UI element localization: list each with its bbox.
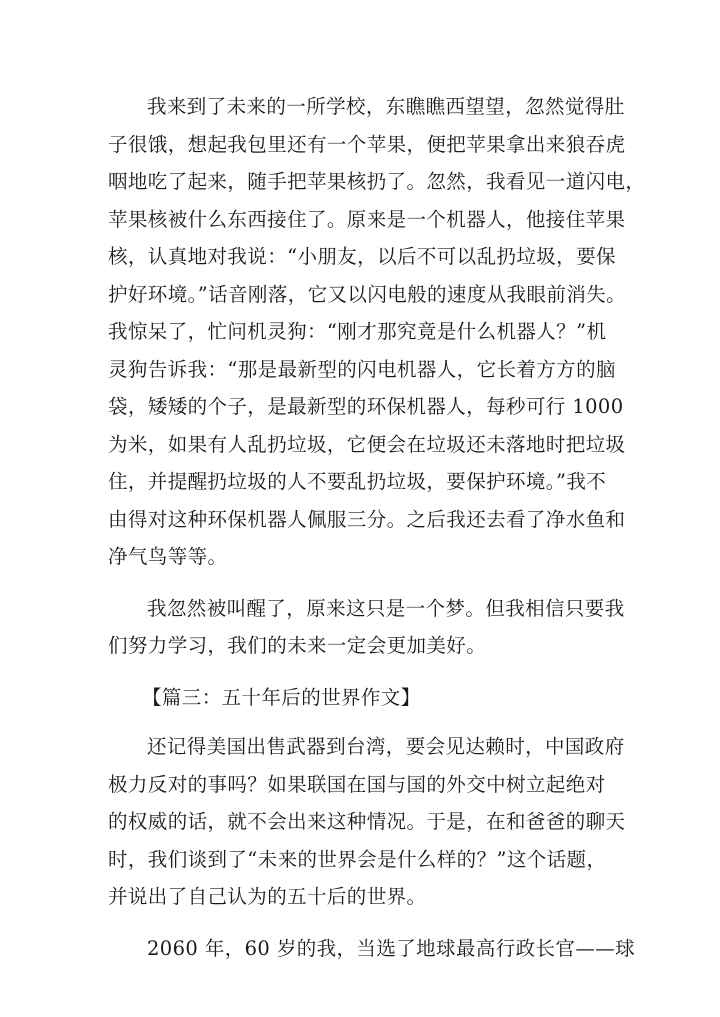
text-line: 咽地吃了起来，随手把苹果核扔了。忽然，我看见一道闪电， <box>108 170 646 193</box>
text-line: 我忽然被叫醒了，原来这只是一个梦。但我相信只要我 <box>147 596 625 620</box>
text-line: 我惊呆了，忙问机灵狗：“刚才那究竟是什么机器人？”机 <box>108 320 607 343</box>
text-line: 核，认真地对我说：“小朋友，以后不可以乱扔垃圾，要保 <box>108 245 616 268</box>
text-line: 的权威的话，就不会出来这种情况。于是，在和爸爸的聊天 <box>108 810 626 833</box>
text-line: 住，并提醒扔垃圾的人不要乱扔垃圾，要保护环境。”我不 <box>108 470 607 493</box>
text-line: 苹果核被什么东西接住了。原来是一个机器人，他接住苹果 <box>108 207 626 231</box>
text-line: 并说出了自己认为的五十后的世界。 <box>108 885 427 908</box>
paragraph-1 <box>108 88 646 576</box>
paragraph-4 <box>108 930 636 968</box>
text-line: 袋，矮矮的个子，是最新型的环保机器人，每秒可行 1000 <box>108 395 624 418</box>
section-heading: 【篇三：五十年后的世界作文】 <box>142 685 421 709</box>
text-line: 2060 年，60 岁的我，当选了地球最高行政长官——球 <box>147 936 636 960</box>
text-line: 时，我们谈到了“未来的世界会是什么样的？”这个话题， <box>108 847 607 871</box>
text-line: 子很饿，想起我包里还有一个苹果，便把苹果拿出来狼吞虎 <box>108 132 626 156</box>
paragraph-2 <box>108 590 625 665</box>
text-line: 极力反对的事吗？如果联国在国与国的外交中树立起绝对 <box>108 772 606 796</box>
text-line: 我来到了未来的一所学校，东瞧瞧西望望，忽然觉得肚 <box>147 95 625 118</box>
text-line: 们努力学习，我们的未来一定会更加美好。 <box>108 634 487 657</box>
text-line: 还记得美国出售武器到台湾，要会见达赖时，中国政府 <box>147 735 625 758</box>
text-line: 净气鸟等等。 <box>108 545 228 568</box>
text-line: 护好环境。”话音刚落，它又以闪电般的速度从我眼前消失。 <box>108 282 627 306</box>
document-page <box>108 88 646 981</box>
text-line: 灵狗告诉我：“那是最新型的闪电机器人，它长着方方的脑 <box>108 357 616 381</box>
paragraph-3 <box>108 728 626 916</box>
text-line: 为米，如果有人乱扔垃圾，它便会在垃圾还未落地时把垃圾 <box>108 432 626 456</box>
text-line: 由得对这种环保机器人佩服三分。之后我还去看了净水鱼和 <box>108 507 626 531</box>
